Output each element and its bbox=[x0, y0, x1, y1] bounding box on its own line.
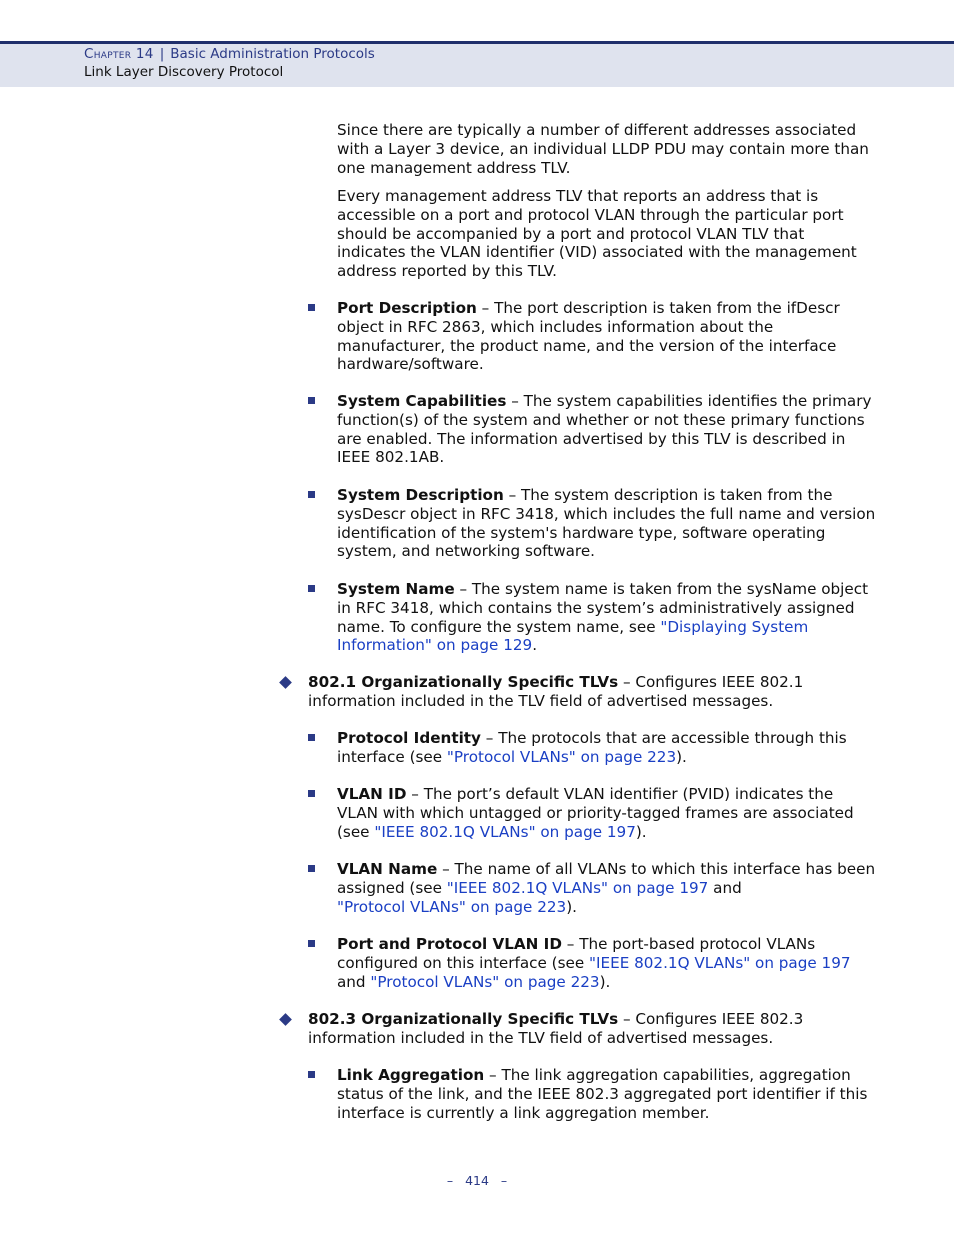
page-number: 414 bbox=[465, 1173, 489, 1188]
list-item-system-description bbox=[337, 486, 877, 561]
chapter-title: Basic Administration Protocols bbox=[170, 46, 375, 62]
list-item-system-name bbox=[337, 580, 877, 655]
bullet-square-icon bbox=[308, 1071, 315, 1078]
term: VLAN ID bbox=[337, 785, 407, 803]
term: System Capabilities bbox=[337, 392, 507, 410]
conjunction: and bbox=[708, 878, 742, 897]
page-header bbox=[0, 41, 954, 87]
link-ieee-8021q-vlans[interactable]: "IEEE 802.1Q VLANs" on page 197 bbox=[589, 953, 851, 972]
description: – The name of all VLANs to which this interface has been assigned (see bbox=[337, 860, 876, 897]
header-separator: | bbox=[159, 46, 165, 62]
bullet-square-icon bbox=[308, 585, 315, 592]
punctuation: . bbox=[532, 636, 538, 655]
punctuation: ). bbox=[566, 897, 577, 916]
list-item-port-protocol-vlan-id bbox=[337, 935, 877, 991]
section-title: Link Layer Discovery Protocol bbox=[84, 64, 284, 80]
punctuation: ). bbox=[635, 822, 647, 841]
link-protocol-vlans[interactable]: "Protocol VLANs" on page 223 bbox=[446, 747, 677, 766]
term: System Description bbox=[337, 486, 504, 504]
description: – The system description is taken from the sysDescr object in RFC 3418, which includes the full name and version identification of the system's hardware type, software operating system, and networking software. bbox=[337, 486, 876, 561]
description: – The system capabilities identifies the primary function(s) of the system and whether or not these primary functions are enabled. The information advertised by this TLV is described in IEEE 802.1AB. bbox=[337, 392, 872, 467]
term: Link Aggregation bbox=[337, 1066, 485, 1084]
link-ieee-8021q-vlans[interactable]: "IEEE 802.1Q VLANs" on page 197 bbox=[374, 822, 636, 841]
list-item-port-description bbox=[337, 299, 877, 374]
footer-dash-left: – bbox=[446, 1173, 454, 1188]
list-item-vlan-id bbox=[337, 785, 877, 841]
bullet-square-icon bbox=[308, 304, 315, 311]
bullet-square-icon bbox=[308, 734, 315, 741]
list-item-system-capabilities bbox=[337, 392, 877, 467]
link-protocol-vlans[interactable]: "Protocol VLANs" on page 223 bbox=[337, 897, 567, 916]
description: – Configures IEEE 802.3 information included in the TLV field of advertised messages. bbox=[308, 1010, 804, 1047]
link-displaying-system-information[interactable]: "Displaying System Information" on page 129 bbox=[337, 617, 809, 655]
description: – The port-based protocol VLANs configured on this interface (see bbox=[337, 935, 816, 972]
term: 802.3 Organizationally Specific TLVs bbox=[308, 1010, 619, 1028]
term: Protocol Identity bbox=[337, 729, 481, 747]
term: Port Description bbox=[337, 299, 477, 317]
list-item-8023-tlvs bbox=[308, 1010, 878, 1048]
description: – The port’s default VLAN identifier (PVID) indicates the VLAN with which untagged or priority-tagged frames are associated (see bbox=[337, 785, 854, 841]
list-item-vlan-name bbox=[337, 860, 877, 916]
term: System Name bbox=[337, 580, 455, 598]
description: – The protocols that are accessible through this interface (see bbox=[337, 729, 847, 766]
conjunction: and bbox=[337, 972, 371, 991]
bullet-diamond-icon bbox=[279, 1013, 292, 1026]
description: – The system name is taken from the sysName object in RFC 3418, which contains the system’s administratively assigned name. To configure the system name, see bbox=[337, 580, 869, 636]
description: – Configures IEEE 802.1 information included in the TLV field of advertised messages. bbox=[308, 673, 804, 710]
description: – The port description is taken from the ifDescr object in RFC 2863, which includes information about the manufacturer, the product name, and the version of the interface hardware/software. bbox=[337, 299, 840, 374]
list-item-link-aggregation bbox=[337, 1066, 877, 1122]
bullet-diamond-icon bbox=[279, 676, 292, 689]
term: 802.1 Organizationally Specific TLVs bbox=[308, 673, 619, 691]
term: Port and Protocol VLAN ID bbox=[337, 935, 562, 953]
paragraph-management-addresses: Since there are typically a number of different addresses associated with a Layer 3 device, an individual LLDP PDU may contain more than one management address TLV. bbox=[337, 121, 869, 177]
link-protocol-vlans[interactable]: "Protocol VLANs" on page 223 bbox=[370, 972, 600, 991]
bullet-square-icon bbox=[308, 491, 315, 498]
punctuation: ). bbox=[676, 747, 687, 766]
chapter-label: Chapter 14 bbox=[84, 46, 154, 62]
bullet-square-icon bbox=[308, 940, 315, 947]
chapter-line bbox=[84, 46, 375, 62]
list-item-8021-tlvs bbox=[308, 673, 878, 711]
footer-dash-right: – bbox=[500, 1173, 508, 1188]
punctuation: ). bbox=[599, 972, 611, 991]
bullet-square-icon bbox=[308, 790, 315, 797]
bullet-square-icon bbox=[308, 865, 315, 872]
description: – The link aggregation capabilities, aggregation status of the link, and the IEEE 802.3 aggregated port identifier if this interface is currently a link aggregation member. bbox=[337, 1066, 868, 1122]
link-ieee-8021q-vlans[interactable]: "IEEE 802.1Q VLANs" on page 197 bbox=[446, 878, 709, 897]
paragraph-management-tlv: Every management address TLV that reports an address that is accessible on a port and protocol VLAN through the particular port should be accompanied by a port and protocol VLAN TLV that indicates the VLAN identifier (VID) associated with the management address reported by this TLV. bbox=[337, 187, 857, 281]
bullet-square-icon bbox=[308, 397, 315, 404]
list-item-protocol-identity bbox=[337, 729, 877, 767]
term: VLAN Name bbox=[337, 860, 438, 878]
page-footer bbox=[0, 1173, 954, 1188]
